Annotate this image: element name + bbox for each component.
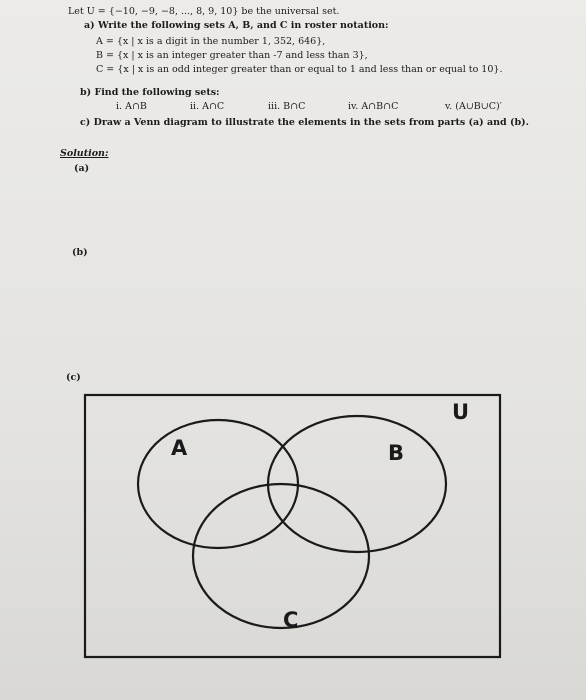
set-b-definition: B = {x | x is an integer greater than -7 and less than 3}, [96,50,368,61]
part-c-prompt: c) Draw a Venn diagram to illustrate the elements in the sets from parts (a) and (b). [80,117,529,128]
part-a-prompt: a) Write the following sets A, B, and C in roster notation: [84,20,389,31]
part-b-item-2: ii. A∩C [190,101,225,112]
part-b-prompt: b) Find the following sets: [80,87,220,98]
problem-intro: Let U = {−10, −9, −8, ..., 8, 9, 10} be the universal set. [68,6,340,17]
part-b-item-4: iv. A∩B∩C [348,101,399,112]
circle-b-label: B [388,441,405,465]
set-c-definition: C = {x | x is an odd integer greater than or equal to 1 and less than or equal to 10}. [96,64,503,75]
part-b-item-3: iii. B∩C [268,101,306,112]
part-b-item-5: v. (A∪B∪C)′ [445,101,502,112]
set-a-definition: A = {x | x is a digit in the number 1, 352, 646}, [96,36,326,47]
circle-c [193,484,369,628]
universe-label: U [452,400,470,424]
part-b-item-1: i. A∩B [116,101,147,112]
solution-label-b: (b) [72,247,88,258]
solution-heading: Solution: [60,148,109,159]
solution-label-c: (c) [66,372,81,383]
circle-c-label: C [283,608,299,632]
circle-a-label: A [171,436,188,460]
solution-label-a: (a) [74,163,90,174]
